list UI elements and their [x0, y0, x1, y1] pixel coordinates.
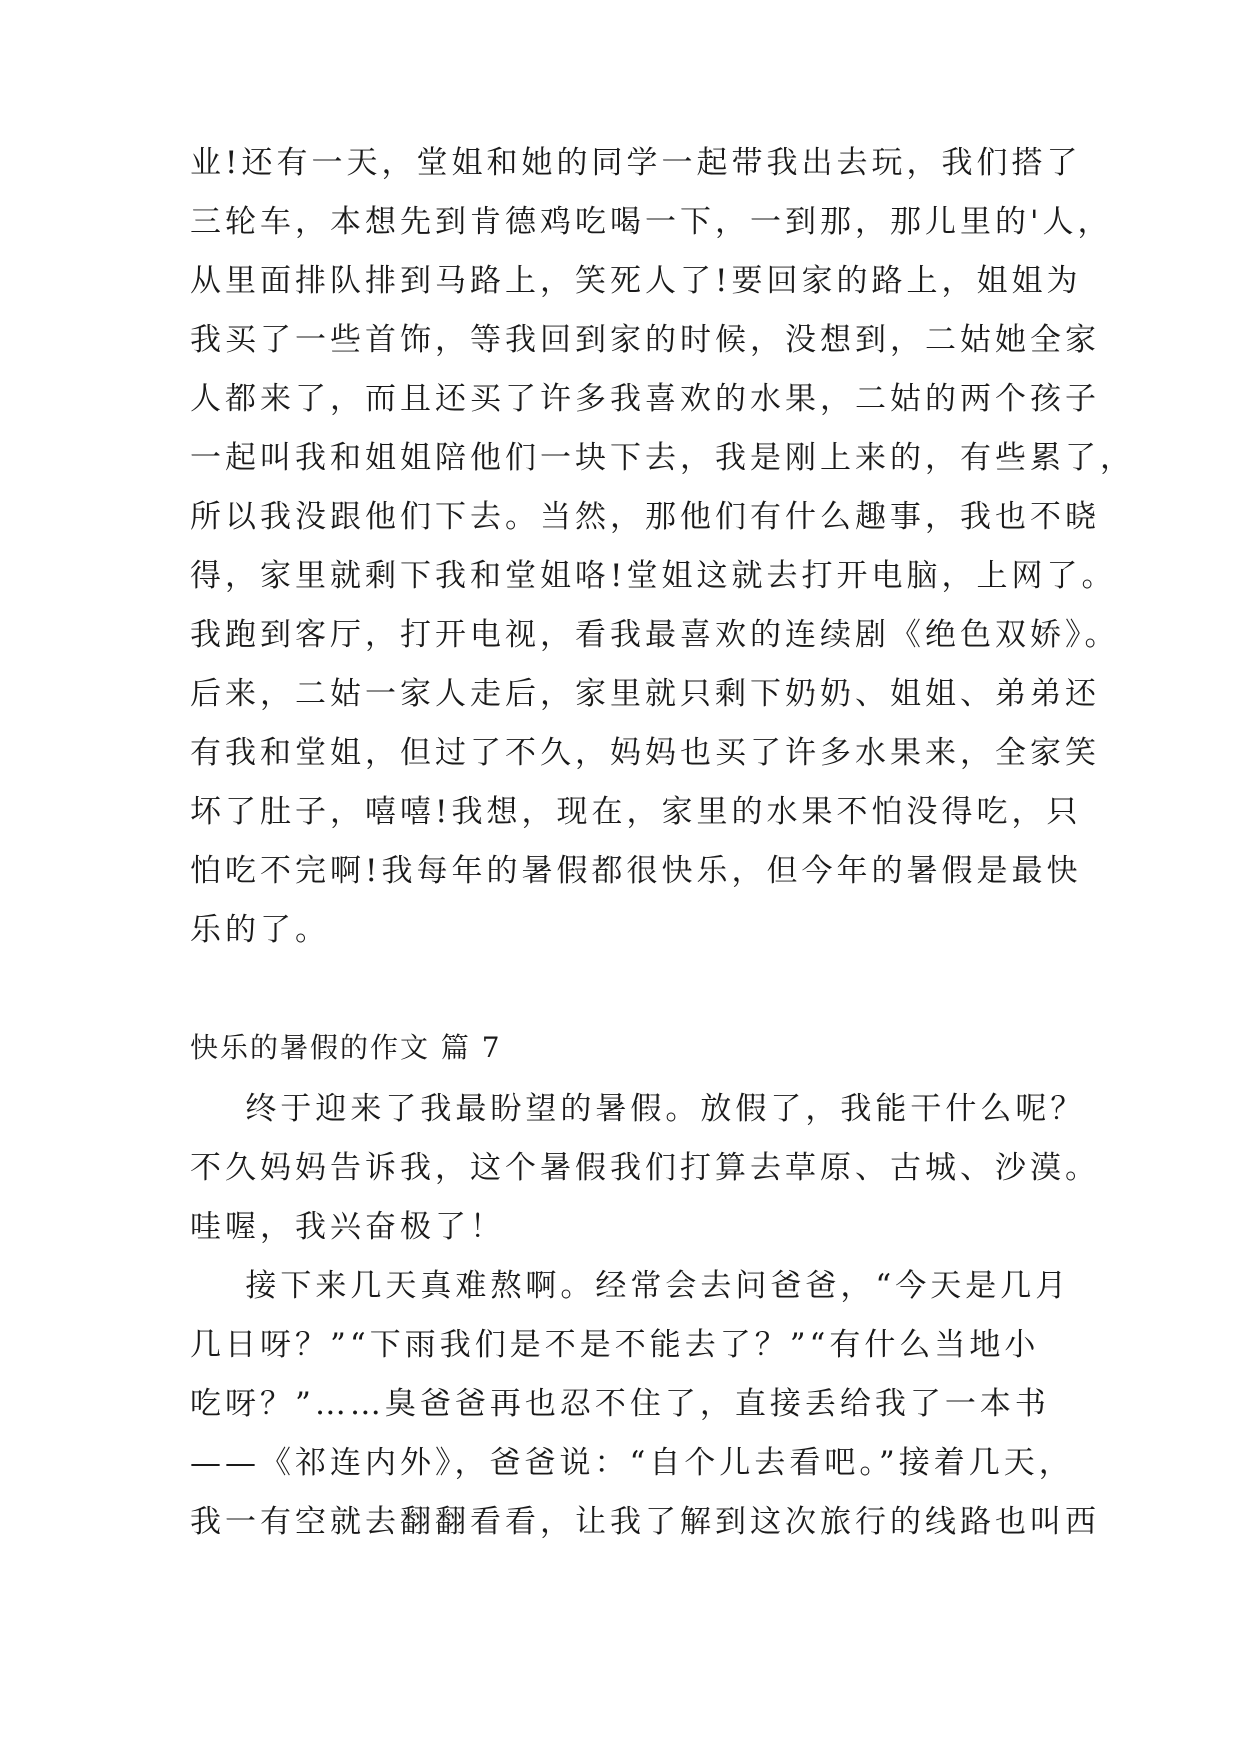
paragraph-line: 业!还有一天，堂姐和她的同学一起带我出去玩，我们搭了 [190, 145, 1082, 181]
paragraph-line: 一起叫我和姐姐陪他们一块下去，我是刚上来的，有些累了， [190, 440, 1135, 476]
paragraph-line: 哇喔，我兴奋极了！ [190, 1209, 505, 1245]
paragraph-line: 我买了一些首饰，等我回到家的时候，没想到，二姑她全家 [190, 322, 1100, 358]
paragraph-line: 从里面排队排到马路上，笑死人了!要回家的路上，姐姐为 [190, 263, 1082, 299]
paragraph-line: 不久妈妈告诉我，这个暑假我们打算去草原、古城、沙漠。 [190, 1150, 1100, 1186]
paragraph-line: 我跑到客厅，打开电视，看我最喜欢的连续剧《绝色双娇》。 [190, 617, 1120, 653]
paragraph-line: 坏了肚子，嘻嘻!我想，现在，家里的水果不怕没得吃，只 [190, 794, 1082, 830]
paragraph-line: 我一有空就去翻翻看看，让我了解到这次旅行的线路也叫西 [190, 1504, 1100, 1540]
paragraph-line: 几日呀？”“下雨我们是不是不能去了？”“有什么当地小 [190, 1327, 1040, 1363]
paragraph-line: 三轮车，本想先到肯德鸡吃喝一下，一到那，那儿里的'人， [190, 204, 1113, 240]
paragraph-line: 得，家里就剩下我和堂姐咯!堂姐这就去打开电脑，上网了。 [190, 558, 1117, 594]
paragraph-line: 乐的了。 [190, 912, 330, 948]
paragraph-line: 有我和堂姐，但过了不久，妈妈也买了许多水果来，全家笑 [190, 735, 1100, 771]
paragraph-line: 怕吃不完啊!我每年的暑假都很快乐，但今年的暑假是最快 [190, 853, 1082, 889]
paragraph-line: ——《祁连内外》，爸爸说：“自个儿去看吧。”接着几天， [190, 1445, 1074, 1481]
paragraph-line: 所以我没跟他们下去。当然，那他们有什么趣事，我也不晓 [190, 499, 1100, 535]
section-heading: 快乐的暑假的作文 篇 7 [190, 1031, 502, 1064]
paragraph-line: 终于迎来了我最盼望的暑假。放假了，我能干什么呢？ [190, 1091, 1086, 1127]
paragraph-line: 后来，二姑一家人走后，家里就只剩下奶奶、姐姐、弟弟还 [190, 676, 1100, 712]
paragraph-line: 接下来几天真难熬啊。经常会去问爸爸，“今天是几月 [190, 1268, 1071, 1304]
paragraph-line: 吃呀？”……臭爸爸再也忍不住了，直接丢给我了一本书 [190, 1386, 1050, 1422]
paragraph-line: 人都来了，而且还买了许多我喜欢的水果，二姑的两个孩子 [190, 381, 1100, 417]
